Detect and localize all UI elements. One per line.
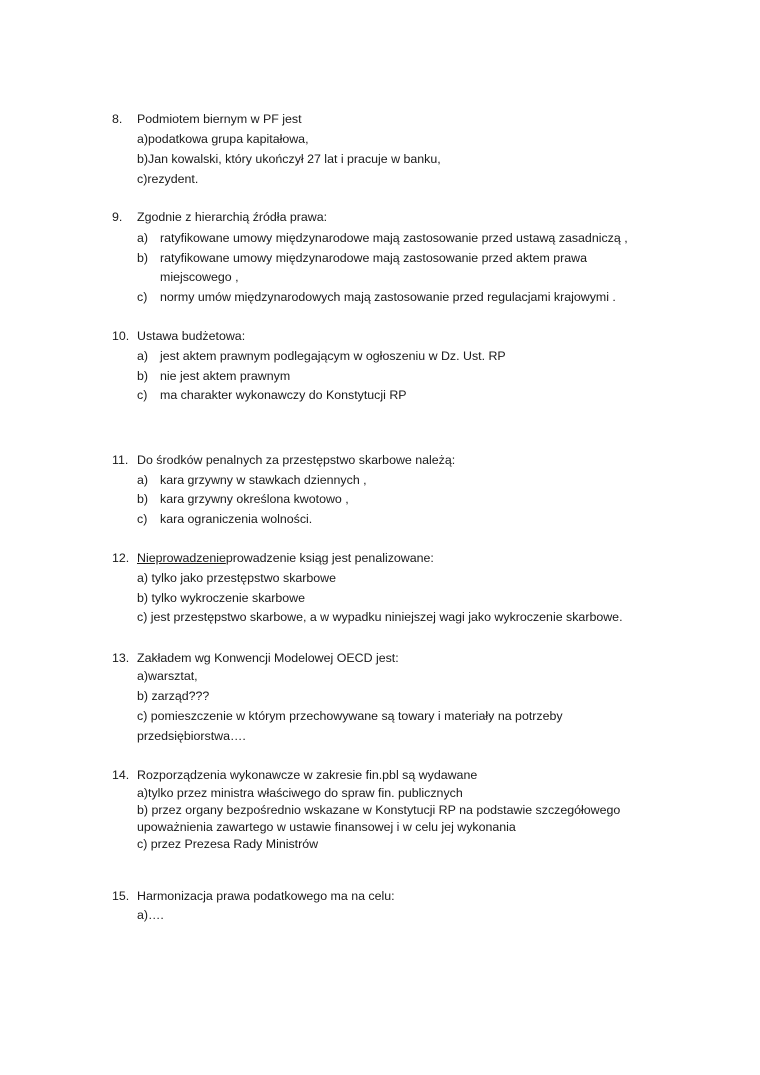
answer-line: a)tylko przez ministra właściwego do spraw fin. publicznych [137,786,463,800]
option-label: a) [137,231,149,245]
option-label: b) [137,369,149,383]
question-number: 14. [112,768,130,782]
answer-line: c)rezydent. [137,172,199,186]
option-label: c) [137,388,148,402]
question-number: 15. [112,889,130,903]
question-number: 13. [112,651,130,665]
answer-line: b)Jan kowalski, który ukończył 27 lat i pracuje w banku, [137,152,441,166]
question-title: Zakładem wg Konwencji Modelowej OECD jest: [137,651,399,665]
option-label: a) [137,473,149,487]
option-label: b) [137,251,149,265]
answer-line: a)warsztat, [137,669,198,683]
question-title: Podmiotem biernym w PF jest [137,112,302,126]
question-number: 12. [112,551,130,565]
option-label: c) [137,512,148,526]
struck-word: Nieprowadzenie [137,551,226,565]
option-text-continued: miejscowego , [160,270,239,284]
option-label: a) [137,349,149,363]
option-text: nie jest aktem prawnym [160,369,291,383]
answer-line: c) jest przestępstwo skarbowe, a w wypadku niniejszej wagi jako wykroczenie skarbowe. [137,610,623,624]
answer-line: a)podatkowa grupa kapitałowa, [137,132,309,146]
answer-line: c) przez Prezesa Rady Ministrów [137,837,319,851]
answer-line: przedsiębiorstwa…. [137,729,246,743]
answer-line: a)…. [137,908,164,922]
option-label: c) [137,290,148,304]
question-number: 10. [112,329,130,343]
answer-line: b) tylko wykroczenie skarbowe [137,591,306,605]
question-number: 8. [112,112,123,126]
option-text: kara grzywny w stawkach dziennych , [160,473,367,487]
question-title: Do środków penalnych za przestępstwo skarbowe należą: [137,453,456,467]
option-text: normy umów międzynarodowych mają zastosowanie przed regulacjami krajowymi . [160,290,616,304]
option-text: ratyfikowane umowy międzynarodowe mają zastosowanie przed ustawą zasadniczą , [160,231,628,245]
question-title-rest: prowadzenie ksiąg jest penalizowane: [225,551,434,565]
question-title: Zgodnie z hierarchią źródła prawa: [137,210,328,224]
question-title: Harmonizacja prawa podatkowego ma na celu: [137,889,395,903]
option-text: jest aktem prawnym podlegającym w ogłoszeniu w Dz. Ust. RP [160,349,506,363]
question-number: 11. [112,453,129,467]
option-text: ratyfikowane umowy międzynarodowe mają zastosowanie przed aktem prawa [160,251,587,265]
option-text: kara ograniczenia wolności. [160,512,313,526]
option-text: ma charakter wykonawczy do Konstytucji RP [160,388,407,402]
answer-line: upoważnienia zawartego w ustawie finansowej i w celu jej wykonania [137,820,516,834]
answer-line: b) przez organy bezpośrednio wskazane w Konstytucji RP na podstawie szczegółowego [137,803,621,817]
answer-line: c) pomieszczenie w którym przechowywane są towary i materiały na potrzeby [137,709,563,723]
option-label: b) [137,492,149,506]
answer-line: a) tylko jako przestępstwo skarbowe [137,571,337,585]
question-number: 9. [112,210,123,224]
answer-line: b) zarząd??? [137,689,210,703]
option-text: kara grzywny określona kwotowo , [160,492,349,506]
question-title: Rozporządzenia wykonawcze w zakresie fin.pbl są wydawane [137,768,478,782]
question-title [137,550,434,566]
question-title: Ustawa budżetowa: [137,329,246,343]
